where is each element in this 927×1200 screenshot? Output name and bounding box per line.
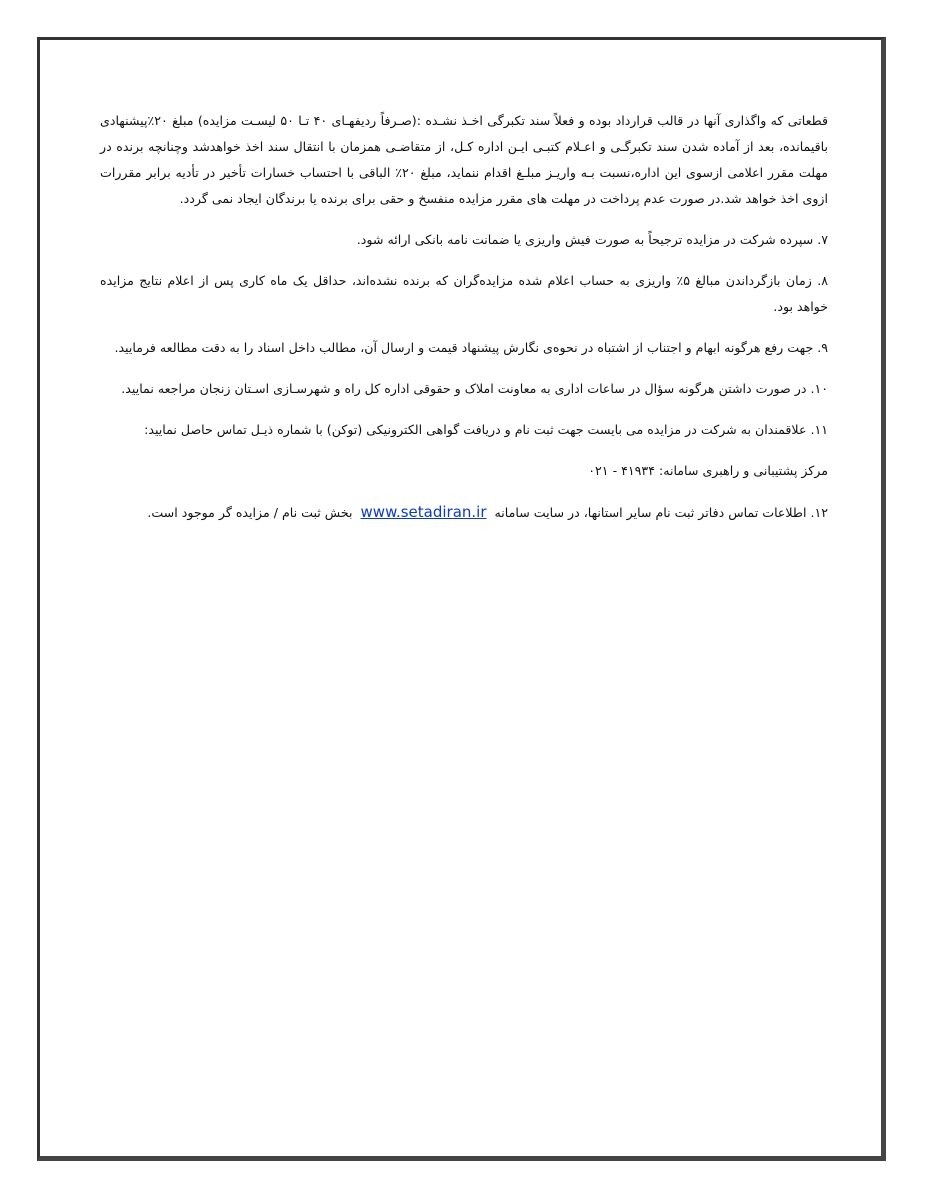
document-body [100,108,828,541]
paragraph-12-text-before: ۱۲. اطلاعات تماس دفاتر ثبت نام سایر استانها، در سایت سامانه [494,505,828,520]
paragraph-8: ۸. زمان بازگرداندن مبالغ ۵٪ واریزی به حساب اعلام شده مزایده‌گران که برنده نشده‌اند، حداقل یک ماه کاری پس از اعلام نتایج مزایده خواهد بود. [100,273,828,314]
paragraph-12-text-after: بخش ثبت نام / مزایده گر موجود است. [147,505,353,520]
support-center-line: مرکز پشتیبانی و راهبری سامانه: ۴۱۹۳۴ - ۰۲۱ [588,463,828,478]
paragraph-11: ۱۱. علاقمندان به شرکت در مزایده می بایست جهت ثبت نام و دریافت گواهی الکترونیکی (توکن) با شماره ذیـل تماس حاصل نمایید: [144,422,828,437]
paragraph-9: ۹. جهت رفع هرگونه ابهام و اجتناب از اشتباه در نحوه‌ی نگارش پیشنهاد قیمت و ارسال آن، مطالب داخل اسناد را به دقت مطالعه فرمایید. [114,340,828,355]
paragraph-12 [100,499,828,526]
setadiran-link[interactable]: www.setadiran.ir [360,503,487,521]
paragraph-intro: قطعاتی که واگذاری آنها در قالب قرارداد بوده و فعلاً سند تکبرگی اخـذ نشـده :(صـرفاً ردیفهـای ۴۰ تـا ۵۰ لیسـت مزایده) مبلغ ۲۰٪پیشنهادی باقیمانده، بعد از آماده شدن سند تکبرگـی و اعـلام کتبـی ایـن اداره کـل، از متقاضـی همزمان با انتقال سند اخذ خواهدشد وچنانچه برنده در مهلت مقرر اعلامی ازسوی این اداره،نسبت بـه واریـز مبلـغ اقدام ننماید، مبلغ ۲۰٪ الباقی با احتساب خسارات تأخیر در تأدیه برابر مقررات ازوی اخذ خواهد شد.در صورت عدم پرداخت در مهلت های مقرر مزایده منفسخ و حقی برای برنده یا برندگان ایجاد نمی گردد. [100,113,829,206]
paragraph-7: ۷. سپرده شرکت در مزایده ترجیحاً به صورت فیش واریزی یا ضمانت نامه بانکی ارائه شود. [356,232,828,247]
paragraph-10: ۱۰. در صورت داشتن هرگونه سؤال در ساعات اداری به معاونت املاک و حقوقی اداره کل راه و شهرسـازی اسـتان زنجان مراجعه نمایید. [121,381,828,396]
